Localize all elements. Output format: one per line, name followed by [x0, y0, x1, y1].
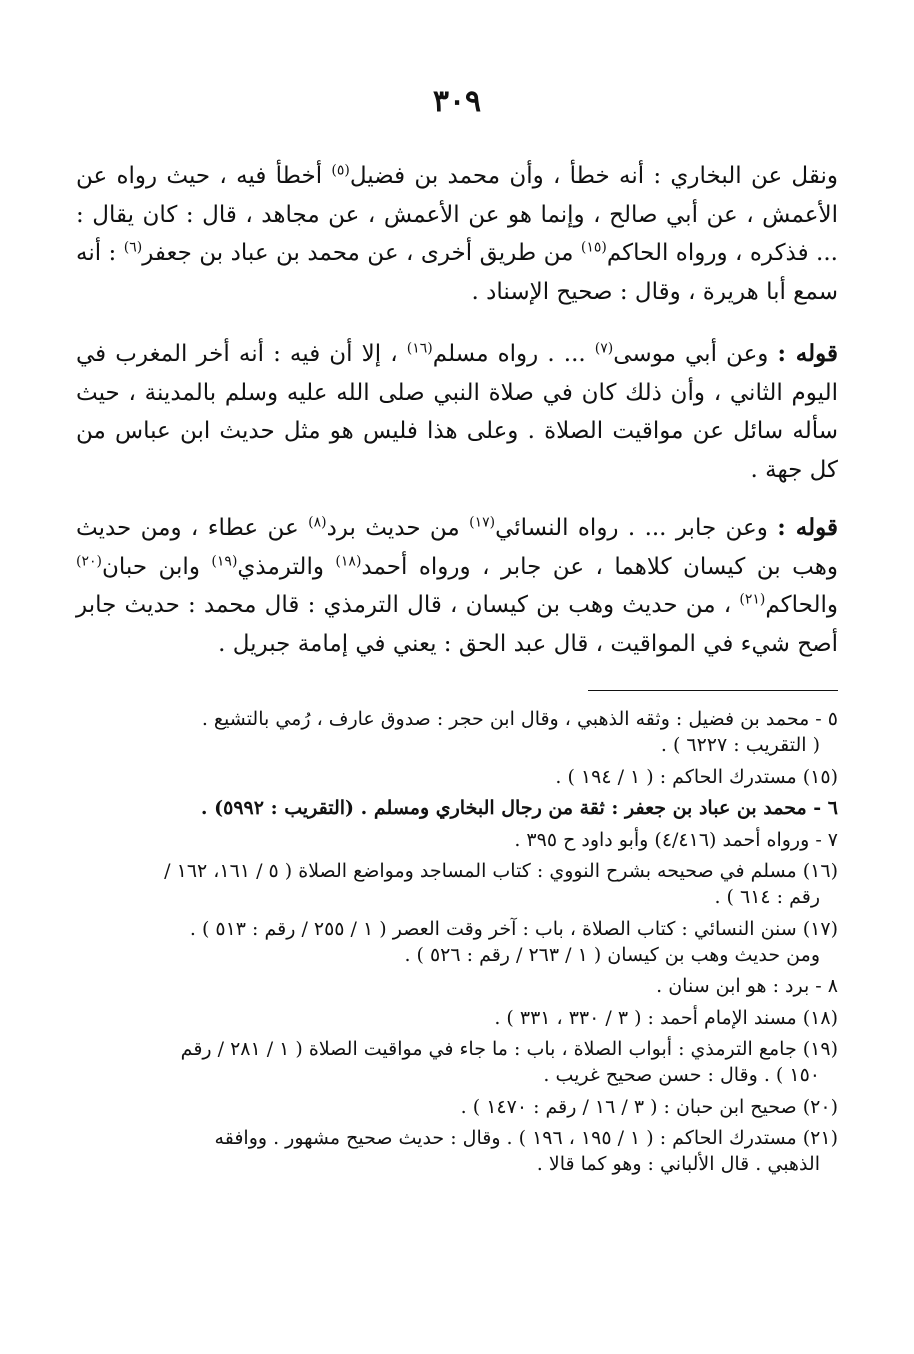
footnote — [68, 1094, 838, 1120]
footnote-text: (١٩) جامع الترمذي : أبواب الصلاة ، باب : ما جاء في مواقيت الصلاة ( ١ / ٢٨١ / رقم — [180, 1038, 838, 1060]
paragraph — [76, 509, 838, 663]
footnote-text: ٨ - برد : هو ابن سنان . — [656, 975, 838, 997]
paragraph-text: : أنه سمع أبا هريرة ، وقال : صحيح الإسناد . — [76, 240, 838, 305]
footnote — [68, 795, 838, 821]
footnote — [68, 827, 838, 853]
footnote-marker: (٥) — [331, 162, 350, 179]
footnote-marker: (١٩) — [211, 552, 238, 569]
footnote-text: (١٧) سنن النسائي : كتاب الصلاة ، باب : آخر وقت العصر ( ١ / ٢٥٥ / رقم : ٥١٣ ) . — [189, 917, 838, 940]
paragraph-text: وابن حبان — [101, 553, 212, 580]
paragraph-text: ... . رواه مسلم — [432, 341, 595, 367]
footnote-text: ٥ - محمد بن فضيل : وثقه الذهبي ، وقال ابن حجر : صدوق عارف ، رُمي بالتشيع . — [201, 708, 838, 730]
footnote — [68, 916, 838, 968]
footnote-text: (١٨) مسند الإمام أحمد : ( ٣ / ٣٣٠ ، ٣٣١ ) . — [494, 1006, 838, 1029]
footnote-marker: (٦) — [123, 239, 143, 256]
footnote-marker: (١٨) — [335, 552, 362, 569]
footnotes-list — [68, 706, 838, 1183]
footnote — [68, 1125, 838, 1177]
paragraph-text: أخطأ فيه ، حيث رواه عن الأعمش ، عن أبي صالح ، وإنما هو عن الأعمش ، عن مجاهد ، قال : كان يقال : ... فذكره ، ورواه الحاكم — [76, 163, 838, 266]
footnote-text: (٢١) مستدرك الحاكم : ( ١ / ١٩٥ ، ١٩٦ ) . وقال : حديث صحيح مشهور . ووافقه — [214, 1127, 838, 1149]
paragraph-text: ، من حديث وهب بن كيسان ، قال الترمذي : قال محمد : حديث جابر أصح شيء في المواقيت ، قال عبد الحق : يعني في إمامة جبريل . — [76, 592, 838, 657]
lead-word: قوله : — [777, 340, 838, 367]
footnote-marker: (١٧) — [469, 514, 496, 531]
footnote-continuation: الذهبي . قال الألباني : وهو كما قالا . — [536, 1153, 820, 1175]
footnote-text: (١٥) مستدرك الحاكم : ( ١ / ١٩٤ ) . — [555, 765, 838, 788]
footnote-marker: (٨) — [308, 514, 327, 531]
footnote-marker: (٢١) — [739, 591, 766, 608]
footnote-marker: (١٦) — [406, 340, 433, 357]
footnote — [68, 1036, 838, 1088]
footnote-marker: (١٥) — [580, 239, 607, 256]
paragraph-text: ، إلا أن فيه : أنه أخر المغرب في اليوم الثاني ، وأن ذلك كان في صلاة النبي صلى الله عليه وسلم بالمدينة ، حيث سأله سائل عن مواقيت الصلاة . وعلى هذا فليس هو مثل حديث ابن عباس من كل جهة . — [76, 341, 838, 483]
paragraph-text: من حديث برد — [326, 515, 470, 541]
paragraph-text: عن عطاء ، ومن حديث وهب بن كيسان كلاهما ، عن جابر ، ورواه أحمد — [76, 515, 839, 580]
footnote — [68, 764, 838, 790]
footnote-marker: (٧) — [594, 340, 614, 357]
footnote-continuation: رقم : ٦١٤ ) . — [714, 886, 820, 908]
footnote-divider — [588, 690, 838, 691]
footnote — [68, 858, 838, 910]
footnote-marker: (٢٠) — [76, 552, 102, 569]
footnote — [68, 1005, 838, 1031]
footnote-text: ٦ - محمد بن عباد بن جعفر : ثقة من رجال البخاري ومسلم . (التقريب : ٥٩٩٢) . — [200, 797, 838, 819]
footnote — [68, 706, 838, 758]
footnote — [68, 973, 838, 999]
lead-word: قوله : — [777, 514, 839, 541]
paragraph-text: من طريق أخرى ، عن محمد بن عباد بن جعفر — [142, 240, 581, 266]
paragraph-text: والترمذي — [237, 553, 336, 580]
page-number: ٣٠٩ — [432, 84, 482, 119]
paragraph-text: والحاكم — [765, 592, 838, 618]
paragraph — [76, 157, 838, 311]
footnote-text: ٧ - ورواه أحمد (٤/٤١٦) وأبو داود ح ٣٩٥ . — [514, 828, 838, 851]
footnote-text: (٢٠) صحيح ابن حبان : ( ٣ / ١٦ / رقم : ١٤٧٠ ) . — [460, 1095, 838, 1118]
footnote-continuation: ( التقريب : ٦٢٢٧ ) . — [660, 734, 820, 756]
footnote-continuation: ومن حديث وهب بن كيسان ( ١ / ٢٦٣ / رقم : ٥٢٦ ) . — [404, 943, 820, 966]
paragraph — [76, 335, 838, 489]
paragraph-text: ونقل عن البخاري : أنه خطأ ، وأن محمد بن فضيل — [349, 163, 838, 189]
footnote-text: (١٦) مسلم في صحيحه بشرح النووي : كتاب المساجد ومواضع الصلاة ( ٥ / ١٦١، ١٦٢ / — [164, 860, 838, 882]
footnote-continuation: ١٥٠ ) . وقال : حسن صحيح غريب . — [543, 1064, 820, 1086]
paragraph-text: وعن جابر ... . رواه النسائي — [495, 515, 778, 541]
paragraph-text: وعن أبي موسى — [613, 341, 778, 367]
